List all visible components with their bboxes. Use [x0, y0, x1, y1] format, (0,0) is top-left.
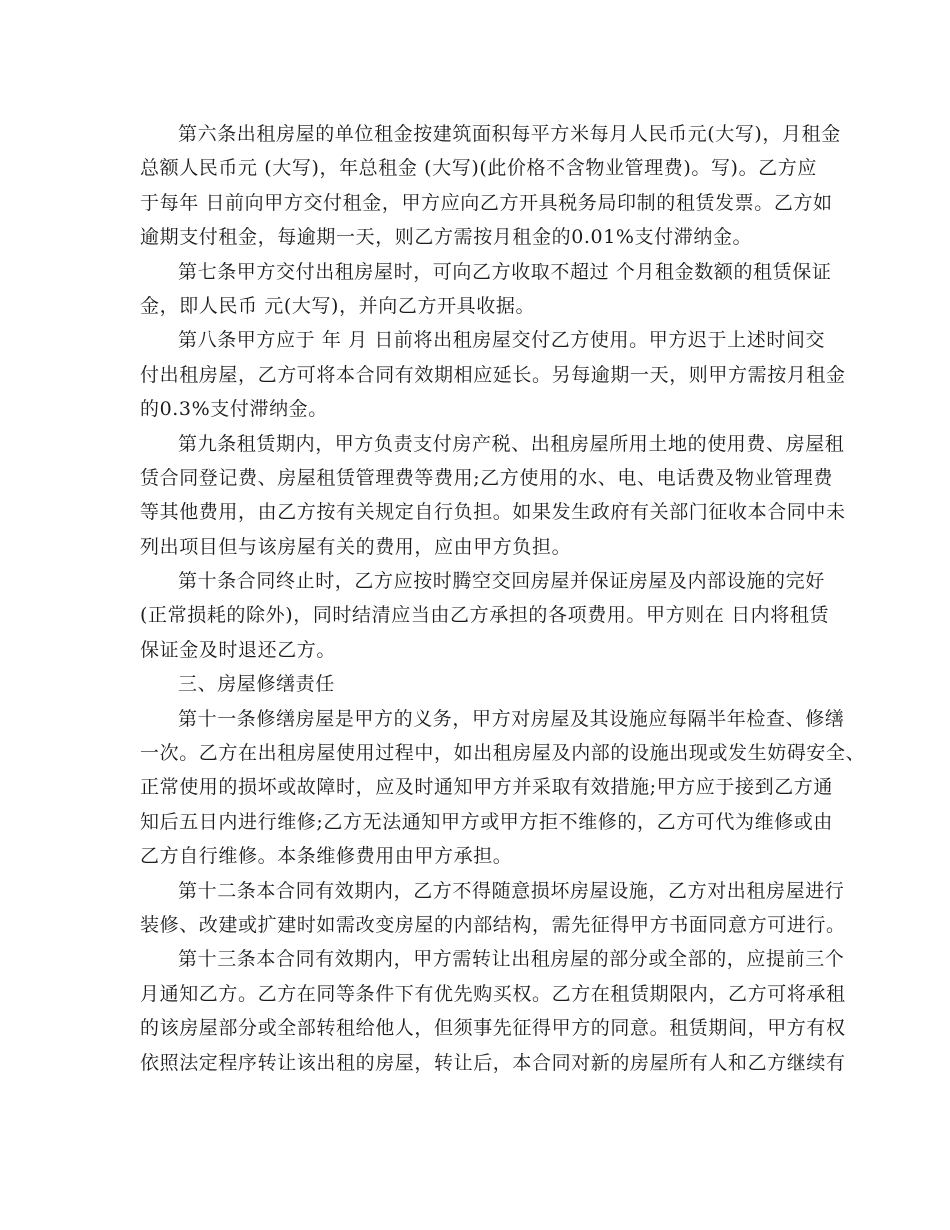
- text-line: 第十三条本合同有效期内，甲方需转让出租房屋的部分或全部的，应提前三个: [178, 948, 845, 971]
- text-line: 一次。乙方在出租房屋使用过程中，如出租房屋及内部的设施出现或发生妨碍安全、: [140, 742, 866, 765]
- text-line: 逾期支付租金，每逾期一天，则乙方需按月租金的0.01%支付滞纳金。: [140, 226, 753, 249]
- text-line: 第十一条修缮房屋是甲方的义务，甲方对房屋及其设施应每隔半年检查、修缮: [178, 707, 845, 730]
- text-line: 等其他费用，由乙方按有关规定自行负担。如果发生政府有关部门征收本合同中未: [140, 501, 846, 524]
- text-line: 赁合同登记费、房屋租赁管理费等费用;乙方使用的水、电、电话费及物业管理费: [140, 466, 834, 489]
- text-line: 乙方自行维修。本条维修费用由甲方承担。: [140, 845, 513, 868]
- text-line: 依照法定程序转让该出租的房屋，转让后，本合同对新的房屋所有人和乙方继续有: [140, 1051, 846, 1074]
- text-line: 第八条甲方应于 年 月 日前将出租房屋交付乙方使用。甲方迟于上述时间交: [178, 329, 826, 352]
- text-line: 金，即人民币 元(大写)，并向乙方开具收据。: [140, 294, 536, 317]
- text-line: 月通知乙方。乙方在同等条件下有优先购买权。乙方在租赁期限内，乙方可将承租: [140, 982, 846, 1005]
- text-line: 第九条租赁期内，甲方负责支付房产税、出租房屋所用土地的使用费、房屋租: [178, 432, 845, 455]
- text-line: 知后五日内进行维修;乙方无法通知甲方或甲方拒不维修的，乙方可代为维修或由: [140, 810, 834, 833]
- text-line: 第七条甲方交付出租房屋时，可向乙方收取不超过 个月租金数额的租赁保证: [178, 260, 832, 283]
- text-line: 总额人民币元 (大写)，年总租金 (大写)(此价格不含物业管理费)。写)。乙方应: [140, 157, 817, 180]
- text-line: 付出租房屋，乙方可将本合同有效期相应延长。另每逾期一天，则甲方需按月租金: [140, 363, 846, 386]
- text-line: 第六条出租房屋的单位租金按建筑面积每平方米每月人民币元(大写)，月租金: [178, 123, 841, 145]
- text-line: 保证金及时退还乙方。: [140, 638, 337, 661]
- text-line: 装修、改建或扩建时如需改变房屋的内部结构，需先征得甲方书面同意方可进行。: [140, 913, 846, 936]
- text-line: 第十条合同终止时，乙方应按时腾空交回房屋并保证房屋及内部设施的完好: [178, 570, 825, 593]
- text-line: 列出项目但与该房屋有关的费用，应由甲方负担。: [140, 535, 572, 558]
- text-line: 第十二条本合同有效期内，乙方不得随意损坏房屋设施，乙方对出租房屋进行: [178, 879, 845, 902]
- text-line: (正常损耗的除外)，同时结清应当由乙方承担的各项费用。甲方则在 日内将租赁: [140, 604, 830, 627]
- text-line: 三、房屋修缮责任: [178, 673, 335, 696]
- text-line: 的0.3%支付滞纳金。: [140, 398, 328, 421]
- text-line: 于每年 日前向甲方交付租金，甲方应向乙方开具税务局印制的租赁发票。乙方如: [140, 191, 833, 214]
- document-page: [140, 117, 866, 1080]
- text-line: 的该房屋部分或全部转租给他人，但须事先征得甲方的同意。租赁期间，甲方有权: [140, 1017, 846, 1040]
- text-line: 正常使用的损坏或故障时，应及时通知甲方并采取有效措施;甲方应于接到乙方通: [140, 776, 834, 799]
